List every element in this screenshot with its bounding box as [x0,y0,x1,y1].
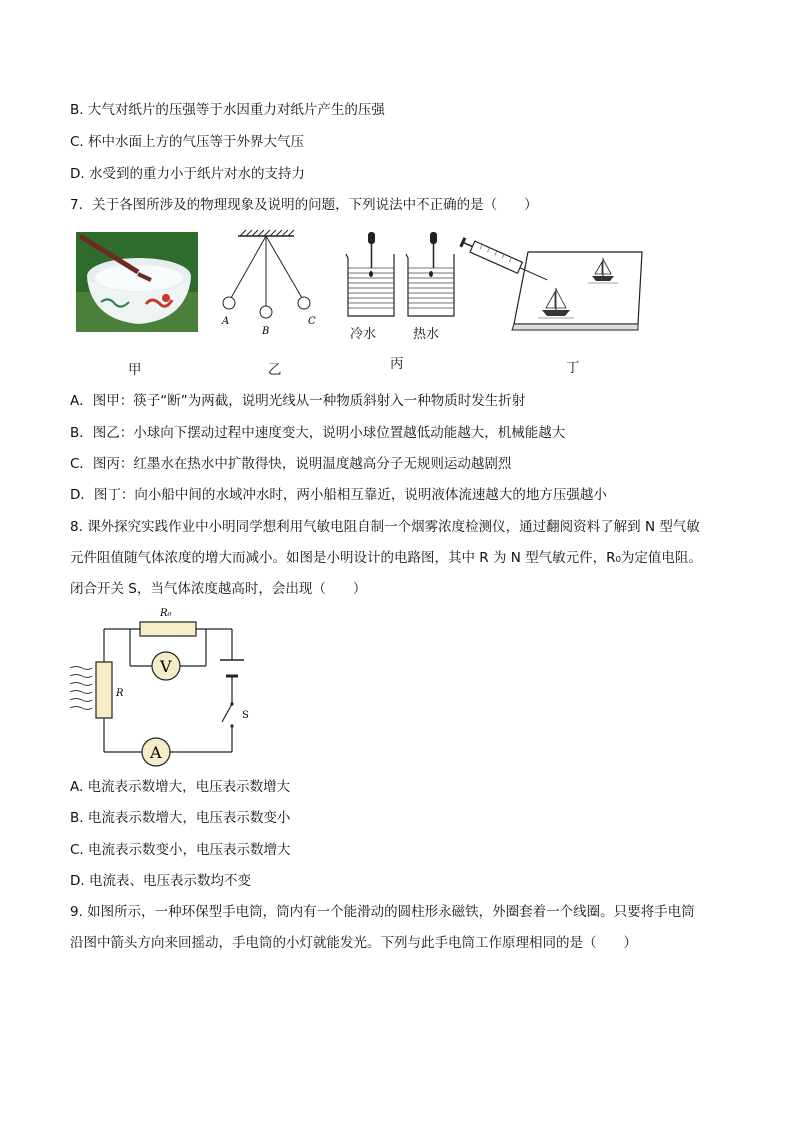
cold-water-label: 冷水 [350,327,377,342]
q8-option-c: C. 电流表示数变小，电压表示数增大 [70,842,291,858]
q7-option-a: A．图甲：筷子“断”为两截，说明光线从一种物质斜射入一种物质时发生折射 [70,393,526,409]
q8-stem-line2: 元件阻值随气体浓度的增大而减小。如图是小明设计的电路图，其中 R 为 N 型气敏元件，R₀为定值电阻。 [70,550,702,566]
hot-water-label: 热水 [413,327,440,342]
figure-jia-caption: 甲 [128,362,142,378]
q8-option-d: D. 电流表、电压表示数均不变 [70,873,251,889]
pendulum-label-a: A [222,316,230,327]
r-label: R [116,688,124,699]
q6-option-b: B. 大气对纸片的压强等于水因重力对纸片产生的压强 [70,102,385,118]
figure-yi-caption: 乙 [268,362,282,378]
figure-ding-caption: 丁 [566,360,580,376]
switch-label: S [242,710,249,721]
voltmeter-label: V [160,657,172,676]
q6-option-c: C. 杯中水面上方的气压等于外界大气压 [70,134,305,150]
q8-option-b: B. 电流表示数增大，电压表示数变小 [70,810,291,826]
q6-option-d: D. 水受到的重力小于纸片对水的支持力 [70,166,305,182]
figure-jia-photo [76,232,198,332]
q7-stem: 7．关于各图所涉及的物理现象及说明的问题，下列说法中不正确的是（ ） [70,197,538,213]
pendulum-label-c: C [308,316,316,327]
q7-option-c: C．图丙：红墨水在热水中扩散得快，说明温度越高分子无规则运动越剧烈 [70,456,512,472]
figure-yi-pendulum [216,228,326,340]
figure-bing-beakers [338,228,460,324]
figure-bing-caption: 丙 [390,356,404,372]
figure-ding-boats [458,234,648,334]
q7-option-b: B．图乙：小球向下摆动过程中速度变大，说明小球位置越低动能越大，机械能越大 [70,425,566,441]
q8-stem-line1: 8. 课外探究实践作业中小明同学想利用气敏电阻自制一个烟雾浓度检测仪，通过翻阅资料了解到 N 型气敏 [70,519,700,535]
q9-stem-line1: 9. 如图所示，一种环保型手电筒，筒内有一个能滑动的圆柱形永磁铁，外圈套着一个线圈。只要将手电筒 [70,904,695,920]
q7-option-d: D．图丁：向小船中间的水域冲水时，两小船相互靠近，说明液体流速越大的地方压强越小 [70,487,607,503]
q8-stem-line3: 闭合开关 S，当气体浓度越高时，会出现（ ） [70,581,367,597]
pendulum-label-b: B [262,326,270,337]
ammeter-label: A [150,743,162,762]
circuit-diagram [64,600,264,772]
q8-option-a: A. 电流表示数增大，电压表示数增大 [70,779,291,795]
r0-label: R₀ [160,608,172,619]
q9-stem-line2: 沿图中箭头方向来回摇动，手电筒的小灯就能发光。下列与此手电筒工作原理相同的是（ ） [70,935,637,951]
